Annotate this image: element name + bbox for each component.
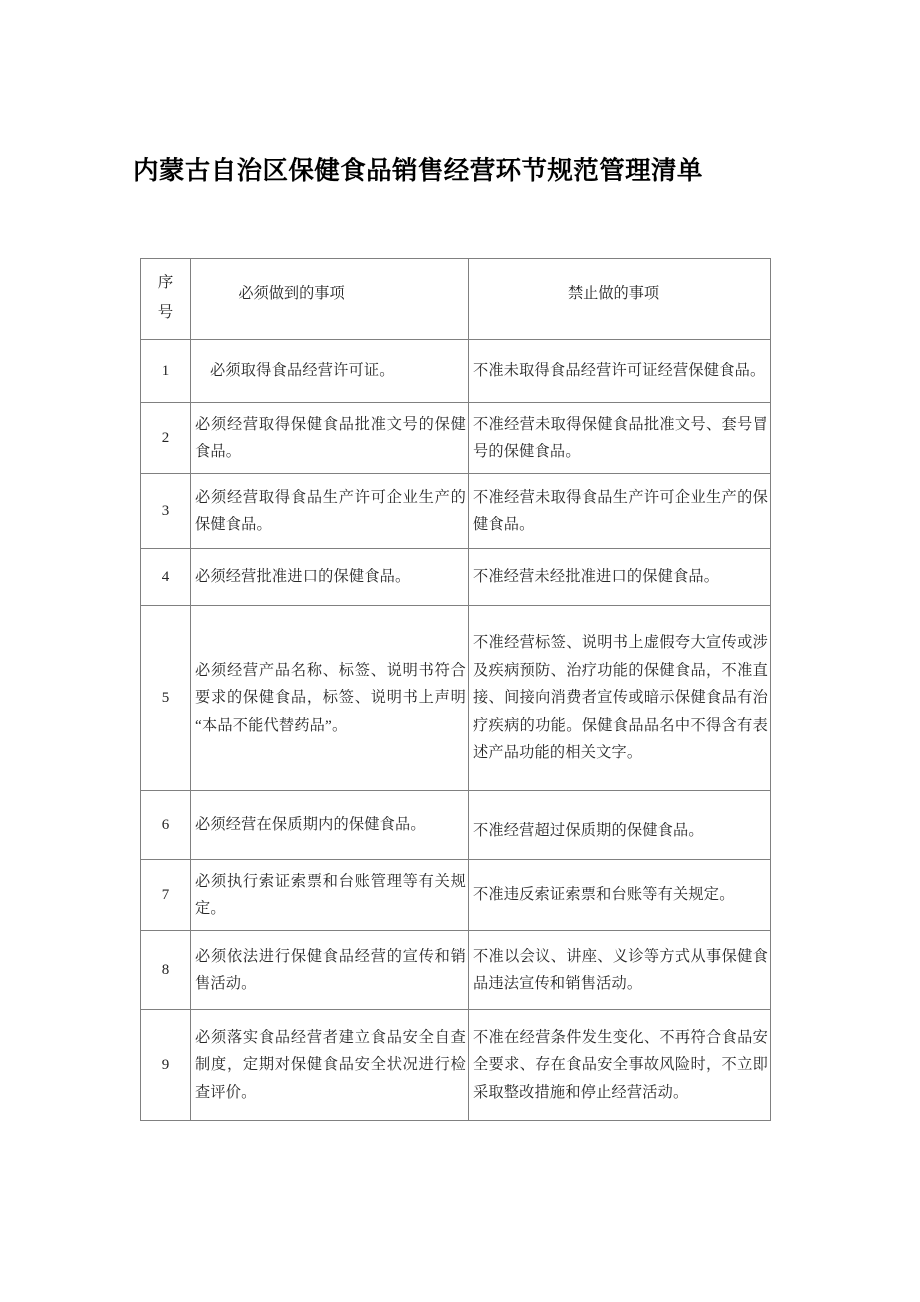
sequence-header-char-1: 序 — [157, 274, 174, 291]
row-must-not-do-text: 不准经营未取得保健食品批准文号、套号冒号的保健食品。 — [473, 415, 768, 460]
header-cell-must-do — [191, 259, 469, 340]
row-must-do-cell — [191, 860, 469, 931]
page-title: 内蒙古自治区保健食品销售经营环节规范管理清单 — [133, 156, 703, 186]
row-must-not-do-cell — [469, 403, 771, 474]
row-must-do-cell — [191, 340, 469, 403]
row-sequence-number: 5 — [141, 606, 191, 791]
row-must-do-cell — [191, 403, 469, 474]
row-must-not-do-cell — [469, 606, 771, 791]
row-must-not-do-text: 不准经营未取得食品生产许可企业生产的保健食品。 — [473, 488, 768, 533]
row-must-do-text: 必须经营产品名称、标签、说明书符合要求的保健食品，标签、说明书上声明“本品不能代替药品”。 — [195, 661, 466, 734]
row-must-do-text: 必须经营批准进口的保健食品。 — [195, 568, 411, 586]
management-checklist-table — [140, 258, 771, 1121]
table-row — [141, 474, 771, 549]
header-label-must-do: 必须做到的事项 — [238, 284, 345, 302]
row-must-not-do-cell — [469, 931, 771, 1010]
table-row — [141, 606, 771, 791]
row-must-not-do-text: 不准经营超过保质期的保健食品。 — [473, 821, 704, 839]
table-row — [141, 340, 771, 403]
row-must-do-cell — [191, 606, 469, 791]
row-must-do-cell — [191, 549, 469, 606]
row-must-do-text: 必须落实食品经营者建立食品安全自查制度，定期对保健食品安全状况进行检查评价。 — [195, 1028, 466, 1101]
row-must-do-text: 必须经营取得食品生产许可企业生产的保健食品。 — [195, 488, 466, 533]
sequence-header-stack — [141, 259, 190, 339]
row-sequence-number: 2 — [141, 403, 191, 474]
row-must-do-text: 必须经营取得保健食品批准文号的保健食品。 — [195, 415, 466, 460]
row-must-do-cell — [191, 791, 469, 860]
row-must-do-text: 必须依法进行保健食品经营的宣传和销售活动。 — [195, 947, 466, 992]
row-sequence-number: 1 — [141, 340, 191, 403]
row-must-not-do-text: 不准以会议、讲座、义诊等方式从事保健食品违法宣传和销售活动。 — [473, 947, 768, 992]
row-must-not-do-cell — [469, 549, 771, 606]
row-sequence-number: 6 — [141, 791, 191, 860]
table-row — [141, 860, 771, 931]
row-sequence-number: 8 — [141, 931, 191, 1010]
row-must-not-do-cell — [469, 1010, 771, 1121]
table-row — [141, 403, 771, 474]
row-must-not-do-cell — [469, 791, 771, 860]
row-must-not-do-text: 不准违反索证索票和台账等有关规定。 — [473, 886, 735, 904]
row-sequence-number: 3 — [141, 474, 191, 549]
header-cell-must-not-do — [469, 259, 771, 340]
table-row — [141, 931, 771, 1010]
table-row — [141, 1010, 771, 1121]
row-sequence-number: 4 — [141, 549, 191, 606]
row-must-not-do-cell — [469, 340, 771, 403]
row-must-do-text: 必须执行索证索票和台账管理等有关规定。 — [195, 872, 466, 917]
table-row — [141, 549, 771, 606]
row-must-do-text: 必须取得食品经营许可证。 — [210, 362, 395, 380]
header-cell-sequence — [141, 259, 191, 340]
row-must-not-do-cell — [469, 474, 771, 549]
row-sequence-number: 9 — [141, 1010, 191, 1121]
row-must-not-do-text: 不准在经营条件发生变化、不再符合食品安全要求、存在食品安全事故风险时，不立即采取整改措施和停止经营活动。 — [473, 1028, 768, 1101]
row-must-not-do-text: 不准经营标签、说明书上虚假夸大宣传或涉及疾病预防、治疗功能的保健食品，不准直接、间接向消费者宣传或暗示保健食品有治疗疾病的功能。保健食品品名中不得含有表述产品功能的相关文字。 — [473, 634, 768, 762]
row-must-do-cell — [191, 474, 469, 549]
row-must-do-cell — [191, 1010, 469, 1121]
row-must-not-do-cell — [469, 860, 771, 931]
row-must-do-text: 必须经营在保质期内的保健食品。 — [195, 816, 426, 834]
table-row — [141, 791, 771, 860]
row-must-do-cell — [191, 931, 469, 1010]
row-must-not-do-text: 不准未取得食品经营许可证经营保健食品。 — [473, 362, 766, 380]
table-header-row — [141, 259, 771, 340]
header-label-must-not-do: 禁止做的事项 — [567, 284, 660, 302]
row-must-not-do-text: 不准经营未经批准进口的保健食品。 — [473, 568, 720, 586]
row-sequence-number: 7 — [141, 860, 191, 931]
sequence-header-char-2: 号 — [157, 304, 174, 321]
management-checklist-table-wrapper — [140, 258, 770, 1121]
